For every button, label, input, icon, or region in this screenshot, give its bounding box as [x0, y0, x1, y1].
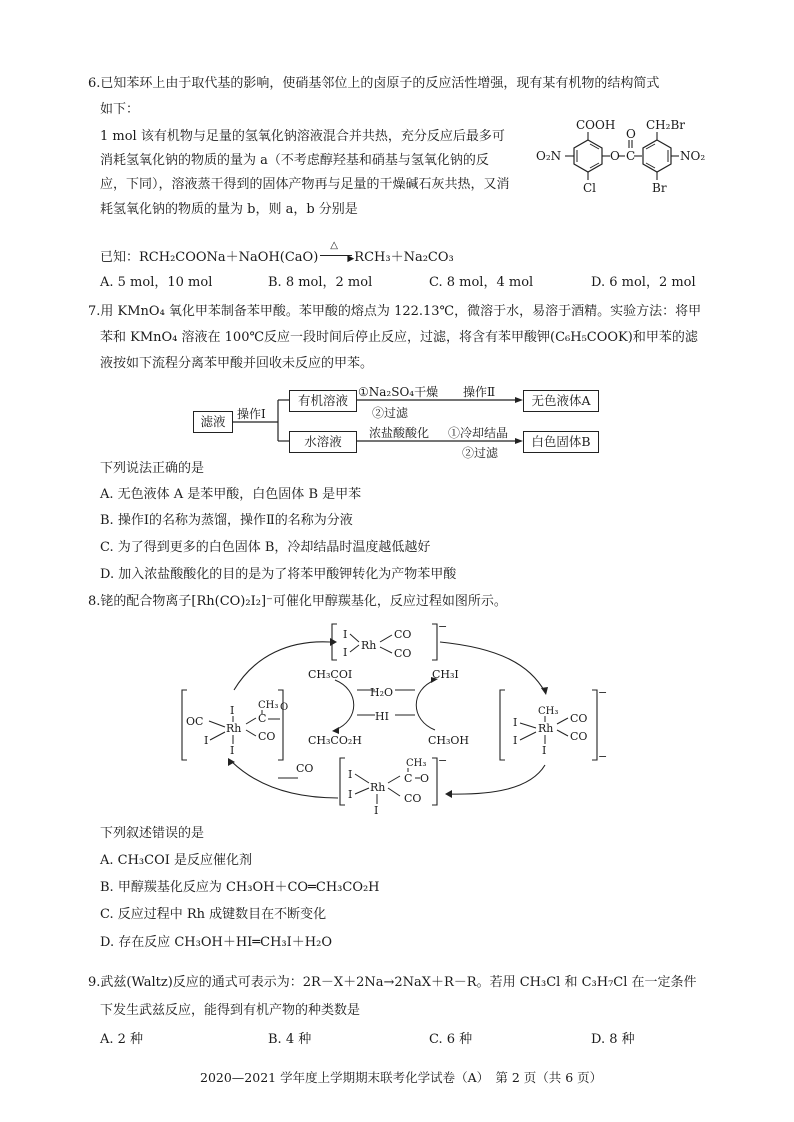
q6-struct-o2n: O₂N — [536, 149, 562, 163]
complex-right — [500, 686, 607, 763]
label-ch3oh: CH₃OH — [428, 734, 470, 747]
q7-option-b[interactable]: B. 操作Ⅰ的名称为蒸馏，操作Ⅱ的名称为分液 — [100, 513, 353, 528]
complex-bottom — [340, 754, 447, 817]
flow-label-filter-b: ②过滤 — [462, 446, 499, 460]
svg-text:O: O — [420, 772, 430, 785]
q9-option-c[interactable]: C. 6 种 — [429, 1032, 473, 1047]
q7-option-d[interactable]: D. 加入浓盐酸酸化的目的是为了将苯甲酸钾转化为产物苯甲酸 — [100, 567, 457, 582]
q6-para-line3: 应，下同），溶液蒸干得到的固体产物再与足量的干燥碱石灰共热，又消 — [100, 177, 510, 192]
svg-text:I: I — [513, 716, 518, 729]
svg-text:C: C — [404, 772, 413, 785]
svg-text:I: I — [230, 704, 235, 717]
flow-box-filtrate: 滤液 — [193, 411, 233, 433]
label-co: CO — [296, 762, 314, 775]
svg-text:−: − — [598, 686, 608, 699]
q6-option-b[interactable]: B. 8 mol，2 mol — [268, 275, 373, 290]
svg-text:CO: CO — [394, 647, 412, 660]
svg-text:Rh: Rh — [538, 722, 554, 735]
q6-struct-no2: NO₂ — [680, 149, 706, 163]
q8-option-b[interactable]: B. 甲醇羰基化反应为 CH₃OH＋CO═CH₃CO₂H — [100, 880, 380, 895]
q8-option-a[interactable]: A. CH₃COI 是反应催化剂 — [100, 853, 253, 868]
flow-label-dry: ①Na₂SO₄干燥 — [358, 385, 439, 399]
q6-para-line4: 耗氢氧化钠的物质的量为 b，则 a，b 分别是 — [100, 202, 358, 217]
svg-text:I: I — [374, 804, 379, 817]
svg-text:CO: CO — [570, 712, 588, 725]
svg-text:OC: OC — [186, 715, 204, 728]
svg-text:Rh: Rh — [370, 781, 386, 794]
svg-text:CH₃: CH₃ — [406, 758, 427, 769]
flow-box-liquid-a: 无色液体A — [523, 390, 599, 412]
svg-text:CO: CO — [258, 730, 276, 743]
q6-stem-line2: 如下： — [100, 102, 140, 117]
flow-label-acidify: 浓盐酸酸化 — [369, 426, 430, 440]
svg-text:Rh: Rh — [226, 722, 242, 735]
label-hi: HI — [375, 710, 389, 723]
q7-stem-line3: 液按如下流程分离苯甲酸并回收未反应的甲苯。 — [100, 356, 374, 371]
label-h2o: H₂O — [370, 686, 394, 699]
svg-text:−: − — [438, 754, 448, 767]
svg-text:O: O — [280, 702, 289, 713]
label-ch3i: CH₃I — [432, 668, 459, 681]
complex-top — [332, 620, 447, 660]
svg-text:CH₃: CH₃ — [538, 706, 559, 717]
flow-box-organic: 有机溶液 — [289, 390, 357, 412]
q6-struct-o2: O — [626, 127, 636, 141]
q8-stem: 8.铑的配合物离子[Rh(CO)₂I₂]⁻可催化甲醇羰基化，反应过程如图所示。 — [88, 594, 507, 609]
flow-box-solid-b: 白色固体B — [523, 431, 599, 453]
svg-text:Rh: Rh — [361, 639, 377, 652]
q6-para-line2: 消耗氢氧化钠的物质的量为 a（不考虑醇羟基和硝基与氢氧化钠的反 — [100, 153, 489, 168]
complex-left — [182, 690, 288, 760]
label-ch3coi: CH₃COI — [308, 668, 353, 681]
svg-text:−: − — [438, 620, 448, 633]
q7-prompt: 下列说法正确的是 — [100, 461, 205, 476]
q6-stem-line1: 6.已知苯环上由于取代基的影响，使硝基邻位上的卤原子的反应活性增强，现有某有机物的结构简式 — [88, 76, 660, 91]
q6-known-tail: RCH₃＋Na₂CO₃ — [354, 250, 454, 265]
svg-text:I: I — [348, 768, 353, 781]
svg-text:−: − — [598, 750, 608, 763]
flow-label-crystallize: ①冷却结晶 — [448, 426, 509, 440]
svg-text:I: I — [348, 788, 353, 801]
q7-stem-line2: 苯和 KMnO₄ 溶液在 100℃反应一段时间后停止反应，过滤，将含有苯甲酸钾(C₆H₅COOK)和甲苯的滤 — [100, 330, 698, 345]
svg-text:CH₃: CH₃ — [258, 700, 279, 711]
flow-box-aqueous: 水溶液 — [289, 431, 357, 453]
q6-struct-o1: O — [610, 149, 620, 163]
svg-text:I: I — [204, 734, 209, 747]
q9-option-d[interactable]: D. 8 种 — [591, 1032, 635, 1047]
q6-para-line1: 1 mol 该有机物与足量的氢氧化钠溶液混合并共热，充分反应后最多可 — [100, 129, 505, 144]
q8-catalytic-cycle — [170, 620, 620, 820]
q6-struct-br: Br — [652, 181, 667, 195]
q6-option-d[interactable]: D. 6 mol，2 mol — [591, 275, 696, 290]
q7-stem-line1: 7.用 KMnO₄ 氧化甲苯制备苯甲酸。苯甲酸的熔点为 122.13℃，微溶于水，易溶于酒精。实验方法：将甲 — [88, 304, 702, 319]
q9-stem-line2: 下发生武兹反应，能得到有机产物的种类数是 — [100, 1003, 361, 1018]
svg-text:CO: CO — [394, 628, 412, 641]
svg-text:CO: CO — [404, 792, 422, 805]
q6-option-a[interactable]: A. 5 mol，10 mol — [100, 275, 213, 290]
q6-heat-arrow: △ ▶ — [318, 247, 354, 261]
flow-label-filter-a: ②过滤 — [372, 406, 409, 420]
svg-text:I: I — [230, 744, 235, 757]
q8-option-c[interactable]: C. 反应过程中 Rh 成键数目在不断变化 — [100, 907, 327, 922]
svg-text:I: I — [343, 646, 348, 659]
q7-option-c[interactable]: C. 为了得到更多的白色固体 B，冷却结晶时温度越低越好 — [100, 540, 431, 555]
q8-option-d[interactable]: D. 存在反应 CH₃OH＋HI═CH₃I＋H₂O — [100, 935, 332, 950]
svg-text:I: I — [542, 744, 547, 757]
q6-struct-cl: Cl — [583, 181, 597, 195]
flow-label-op1: 操作Ⅰ — [237, 407, 266, 421]
svg-text:I: I — [513, 734, 518, 747]
q9-option-b[interactable]: B. 4 种 — [268, 1032, 312, 1047]
svg-text:CO: CO — [570, 730, 588, 743]
q6-struct-c: C — [626, 149, 636, 163]
label-ch3co2h: CH₃CO₂H — [308, 734, 362, 747]
q9-option-a[interactable]: A. 2 种 — [100, 1032, 144, 1047]
page-footer: 2020—2021 学年度上学期期末联考化学试卷（A） 第 2 页（共 6 页） — [200, 1070, 603, 1085]
svg-text:C: C — [258, 712, 267, 725]
q6-struct-cooh: COOH — [576, 118, 616, 132]
q6-struct-ch2br: CH₂Br — [646, 118, 686, 132]
q9-stem-line1: 9.武兹(Waltz)反应的通式可表示为：2R－X＋2Na→2NaX＋R－R。若用 CH₃Cl 和 C₃H₇Cl 在一定条件 — [88, 975, 697, 990]
svg-text:I: I — [343, 628, 348, 641]
heat-triangle-icon: △ — [330, 240, 338, 251]
q6-option-c[interactable]: C. 8 mol，4 mol — [429, 275, 534, 290]
q6-known-text: 已知：RCH₂COONa＋NaOH(CaO) — [100, 250, 319, 265]
flow-label-op2: 操作Ⅱ — [463, 385, 496, 399]
q8-prompt: 下列叙述错误的是 — [100, 826, 205, 841]
q7-option-a[interactable]: A. 无色液体 A 是苯甲酸，白色固体 B 是甲苯 — [100, 487, 362, 502]
